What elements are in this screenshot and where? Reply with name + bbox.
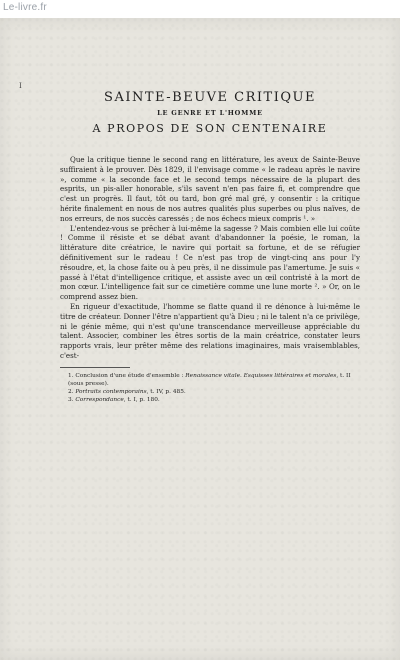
- body-text: [60, 155, 360, 361]
- footnote-2: [68, 388, 360, 396]
- footnote-divider: [60, 367, 130, 368]
- footnote-3: [68, 396, 360, 404]
- footnote-number: 2.: [68, 389, 74, 396]
- footnote-reference: , t. I, p. 180.: [123, 397, 160, 404]
- paragraph-3: En rigueur d'exactitude, l'homme se flatte quand il re dénonce à lui-même le titre de créateur. Donner l'être n'appartient qu'à Dieu ; ni le talent n'a ce privilège, ni le génie même, qui n'est qu'une transcendance merveilleuse appréciable du talent. Associer, combiner les êtres sortis de la main créatrice, constater leurs rapports vrais, leur prêter même des relations imaginaires, mais vraisemblables, c'est-: [60, 301, 360, 360]
- footnote-number: 1.: [68, 372, 74, 379]
- footnote-work-title: Correspondance: [75, 397, 124, 404]
- footnote-1: [68, 372, 360, 388]
- footnotes: [60, 372, 360, 405]
- page-content: [60, 90, 360, 405]
- paragraph-1: Que la critique tienne le second rang en littérature, les aveux de Sainte-Beuve suffiraient à le prouver. Dès 1829, il l'envisage comme « le radeau après le navire », comme « la seconde face et le second temps nécessaire de la plupart des esprits, un pis-aller honorable, s'ils savent n'en pas faire fi, et comprendre que c'est un progrès. Il faut, tôt ou tard, bon gré mal gré, y consentir : la critique hérite finalement en nous de nos autres qualités plus superbes ou plus naïves, de nos erreurs, de nos succès caressés ; de nos échecs mieux compris ¹. »: [60, 155, 360, 223]
- footnote-reference: , t. II (sous presse).: [68, 372, 351, 387]
- page-subtitle: LE GENRE ET L'HOMME: [157, 109, 263, 117]
- footnote-reference: , t. IV, p. 485.: [146, 389, 186, 396]
- footnote-work-title: Portraits contemporains: [75, 389, 147, 396]
- watermark-logo: Le-livre.fr: [3, 2, 47, 13]
- footnote-number: 3.: [68, 397, 74, 404]
- margin-mark: I: [19, 82, 22, 90]
- page-title: SAINTE-BEUVE CRITIQUE: [104, 90, 316, 105]
- footnote-text: Conclusion d'une étude d'ensemble :: [75, 372, 186, 379]
- paragraph-2: L'entendez-vous se prêcher à lui-même la sagesse ? Mais combien elle lui coûte ! Comme il résiste et se débat avant d'abandonner la poésie, le roman, la littérature dite créatrice, le navire qui portait sa fortune, et de se réfugier définitivement sur le radeau ! Ce n'est pas trop de vingt-cinq ans pour l'y résoudre, et, la chose faite ou à peu près, il ne dissimule pas l'amertume. Je suis « passé à l'état d'intelligence critique, et assiste avec un œil contristé à la mort de mon cœur. L'intelligence fait sur ce cimetière comme une lune morte ². » Or, on le comprend assez bien.: [60, 223, 360, 302]
- footnote-work-title: Renaissance vitale. Esquisses littéraires et morales: [185, 372, 337, 379]
- scanned-page: [0, 18, 400, 660]
- section-heading: A PROPOS DE SON CENTENAIRE: [92, 122, 328, 135]
